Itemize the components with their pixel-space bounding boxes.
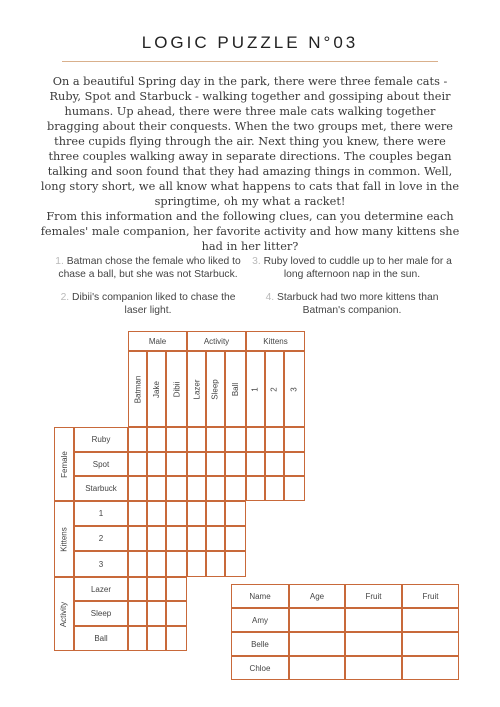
side-item-header	[74, 551, 128, 577]
grid-cell[interactable]	[246, 452, 265, 476]
grid-cell[interactable]	[166, 577, 187, 601]
top-item-label	[285, 352, 304, 426]
grid-cell[interactable]	[128, 551, 147, 577]
clue-text: Starbuck had two more kittens than Batman's companion.	[277, 292, 439, 316]
answer-row-label: Belle	[251, 639, 269, 649]
grid-cell[interactable]	[225, 551, 246, 577]
clue-text: Batman chose the female who liked to chase a ball, but she was not Starbuck.	[58, 256, 241, 280]
grid-cell[interactable]	[246, 476, 265, 501]
top-group-label: Activity	[203, 336, 230, 346]
top-item-text: Lazer	[192, 378, 202, 400]
side-item-label: Lazer	[90, 584, 111, 594]
answer-cell[interactable]	[345, 656, 402, 680]
grid-cell[interactable]	[284, 427, 305, 452]
side-item-header	[74, 577, 128, 601]
story-text	[40, 74, 460, 254]
top-item-text: Jake	[152, 380, 161, 398]
top-item-label	[207, 352, 224, 426]
top-item-label	[129, 352, 146, 426]
answer-cell[interactable]	[289, 656, 345, 680]
clue-number: 3.	[252, 256, 261, 267]
grid-cell[interactable]	[187, 551, 206, 577]
clue-text: Ruby loved to cuddle up to her male for a long afternoon nap in the sun.	[263, 256, 452, 280]
side-group-text: Kittens	[59, 526, 69, 552]
side-item-label: Sleep	[90, 609, 112, 618]
side-item-header	[74, 626, 128, 651]
grid-cell[interactable]	[147, 577, 166, 601]
story-question: From this information and the following clues, can you determine each females' male companion, her favorite activity and how many kittens she had in her litter?	[40, 210, 460, 253]
top-item-header	[284, 351, 305, 427]
grid-cell[interactable]	[206, 551, 225, 577]
answer-cell[interactable]	[402, 632, 459, 656]
grid-cell[interactable]	[128, 501, 147, 526]
title-divider	[62, 61, 438, 62]
top-group-label: Kittens	[263, 336, 288, 346]
top-item-text: Ball	[231, 382, 240, 396]
grid-cell[interactable]	[265, 452, 284, 476]
grid-cell[interactable]	[206, 476, 225, 501]
top-group-header	[246, 331, 305, 351]
top-item-label	[247, 352, 264, 426]
answer-table-header	[231, 584, 289, 608]
grid-cell[interactable]	[128, 577, 147, 601]
top-item-header	[187, 351, 206, 427]
grid-cell[interactable]	[246, 427, 265, 452]
answer-table-header	[345, 584, 402, 608]
grid-cell[interactable]	[187, 526, 206, 551]
answer-header-label: Fruit	[365, 591, 382, 601]
side-group-label	[55, 428, 73, 500]
side-item-header	[74, 452, 128, 476]
grid-cell[interactable]	[166, 601, 187, 626]
grid-cell[interactable]	[187, 427, 206, 452]
answer-cell[interactable]	[345, 608, 402, 632]
clue-number: 1.	[55, 256, 64, 267]
grid-cell[interactable]	[225, 427, 246, 452]
top-item-header	[166, 351, 187, 427]
side-item-header	[74, 427, 128, 452]
top-item-label	[148, 352, 165, 426]
side-item-header	[74, 526, 128, 551]
grid-cell[interactable]	[166, 526, 187, 551]
grid-cell[interactable]	[128, 476, 147, 501]
grid-cell[interactable]	[128, 601, 147, 626]
clue-text: Dibii's companion liked to chase the laser light.	[72, 292, 236, 316]
grid-cell[interactable]	[147, 626, 166, 651]
top-group-header	[187, 331, 246, 351]
grid-cell[interactable]	[206, 427, 225, 452]
top-item-label	[167, 352, 186, 426]
top-item-label	[226, 352, 245, 426]
grid-cell[interactable]	[187, 476, 206, 501]
grid-cell[interactable]	[166, 551, 187, 577]
grid-cell[interactable]	[147, 476, 166, 501]
top-item-label	[266, 352, 283, 426]
top-item-text: 3	[289, 386, 299, 392]
answer-cell[interactable]	[402, 656, 459, 680]
grid-cell[interactable]	[225, 501, 246, 526]
side-group-header	[54, 577, 74, 651]
grid-cell[interactable]	[187, 452, 206, 476]
side-item-header	[74, 501, 128, 526]
top-item-text: Sleep	[211, 378, 220, 400]
clue-4	[252, 291, 452, 317]
answer-header-label: Fruit	[422, 591, 439, 601]
grid-cell[interactable]	[187, 501, 206, 526]
grid-cell[interactable]	[206, 501, 225, 526]
grid-cell[interactable]	[225, 452, 246, 476]
side-group-text: Female	[59, 450, 69, 478]
top-item-header	[246, 351, 265, 427]
clue-1	[48, 255, 248, 281]
top-group-label: Male	[148, 336, 167, 346]
side-group-label	[55, 578, 73, 650]
top-item-header	[225, 351, 246, 427]
grid-cell[interactable]	[147, 526, 166, 551]
side-item-header	[74, 476, 128, 501]
answer-header-label: Age	[309, 591, 325, 601]
side-item-header	[74, 601, 128, 626]
grid-cell[interactable]	[128, 452, 147, 476]
side-item-label: 2	[98, 534, 104, 543]
clue-number: 4.	[265, 292, 275, 303]
page-title: LOGIC PUZZLE N°03	[141, 33, 359, 52]
grid-cell[interactable]	[225, 526, 246, 551]
top-item-header	[128, 351, 147, 427]
grid-cell[interactable]	[147, 452, 166, 476]
top-item-text: 2	[269, 386, 279, 392]
top-item-header	[265, 351, 284, 427]
answer-row-label: Chloe	[249, 663, 271, 673]
story-paragraph: On a beautiful Spring day in the park, there were three female cats - Ruby, Spot and Starbuck - walking together and gossiping about their humans. Up ahead, there were three male cats walking together bragging about their conquests. When the two groups met, there were three cupids flying through the air. Next thing you knew, there were three couples walking away in separate directions. The couples began talking and soon found that they had amazing things in common. Well, long story short, we all know what happens to cats that fall in love in the springtime, oh my what a racket!	[40, 75, 460, 208]
side-item-label: Spot	[92, 459, 110, 469]
side-item-label: 3	[98, 559, 104, 569]
grid-cell[interactable]	[284, 476, 305, 501]
grid-cell[interactable]	[147, 427, 166, 452]
side-item-label: 1	[98, 509, 104, 518]
answer-cell[interactable]	[289, 632, 345, 656]
grid-cell[interactable]	[166, 626, 187, 651]
top-item-label	[188, 352, 205, 426]
top-item-header	[147, 351, 166, 427]
top-item-text: Dibii	[172, 381, 181, 397]
top-group-header	[128, 331, 187, 351]
answer-row-name	[231, 632, 289, 656]
side-group-text: Activity	[59, 601, 69, 627]
side-group-header	[54, 427, 74, 501]
answer-cell[interactable]	[345, 632, 402, 656]
grid-cell[interactable]	[225, 476, 246, 501]
side-group-header	[54, 501, 74, 577]
grid-cell[interactable]	[265, 427, 284, 452]
side-group-label	[55, 502, 73, 576]
answer-row-name	[231, 608, 289, 632]
answer-row-label: Amy	[252, 615, 268, 625]
answer-row-name	[231, 656, 289, 680]
grid-cell[interactable]	[166, 427, 187, 452]
answer-cell[interactable]	[402, 608, 459, 632]
clue-number: 2.	[60, 292, 70, 303]
grid-cell[interactable]	[128, 526, 147, 551]
grid-cell[interactable]	[284, 452, 305, 476]
top-item-header	[206, 351, 225, 427]
grid-cell[interactable]	[166, 501, 187, 526]
top-item-text: 1	[250, 386, 260, 392]
grid-cell[interactable]	[128, 626, 147, 651]
answer-cell[interactable]	[289, 608, 345, 632]
side-item-label: Starbuck	[85, 484, 117, 493]
grid-cell[interactable]	[128, 427, 147, 452]
grid-cell[interactable]	[147, 551, 166, 577]
clue-3	[252, 255, 452, 281]
grid-cell[interactable]	[166, 476, 187, 501]
grid-cell[interactable]	[147, 501, 166, 526]
side-item-label: Ball	[94, 634, 108, 643]
side-item-label: Ruby	[91, 435, 111, 444]
grid-cell[interactable]	[166, 452, 187, 476]
grid-cell[interactable]	[265, 476, 284, 501]
answer-table-header	[402, 584, 459, 608]
clue-2	[48, 291, 248, 317]
top-item-text: Batman	[133, 375, 143, 403]
answer-table-header	[289, 584, 345, 608]
grid-cell[interactable]	[206, 526, 225, 551]
answer-header-label: Name	[249, 591, 271, 601]
grid-cell[interactable]	[206, 452, 225, 476]
grid-cell[interactable]	[147, 601, 166, 626]
